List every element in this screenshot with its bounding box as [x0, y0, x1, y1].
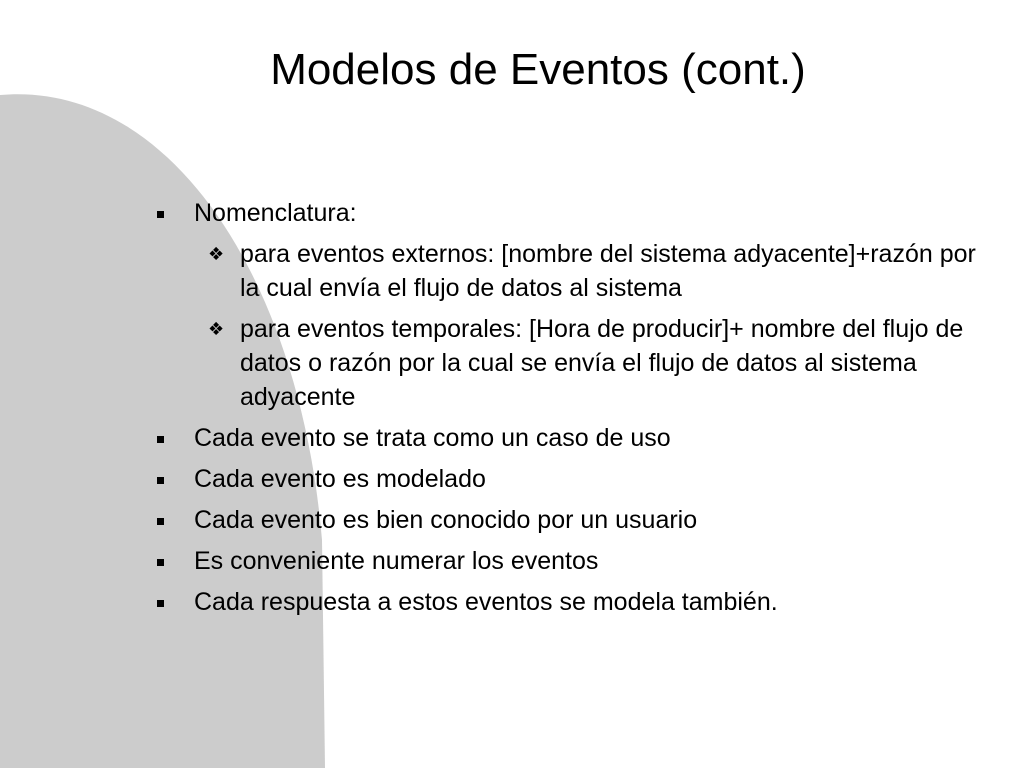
slide-title: Modelos de Eventos (cont.) [270, 45, 806, 94]
sub-bullet-item-external-events [150, 237, 990, 305]
sub-bullet-item-temporal-events [150, 312, 990, 414]
square-bullet-icon [157, 436, 164, 443]
slide-content [150, 196, 990, 626]
bullet-text: Cada evento se trata como un caso de uso [194, 424, 671, 452]
square-bullet-icon [157, 518, 164, 525]
sub-bullet-list [150, 237, 990, 414]
bullet-item-nomenclatura [150, 196, 990, 230]
bullet-item-numerar [150, 544, 990, 578]
bullet-item-conocido [150, 503, 990, 537]
bullet-text: Cada evento es modelado [194, 465, 486, 493]
bullet-text: Es conveniente numerar los eventos [194, 547, 599, 575]
square-bullet-icon [157, 600, 164, 607]
bullet-text: Nomenclatura: [194, 199, 357, 227]
bullet-item-caso-de-uso [150, 421, 990, 455]
diamond-bullet-icon: ❖ [208, 244, 225, 265]
bullet-item-respuesta [150, 585, 990, 619]
diamond-bullet-icon: ❖ [208, 319, 225, 340]
square-bullet-icon [157, 559, 164, 566]
square-bullet-icon [157, 211, 164, 218]
sub-bullet-text: para eventos temporales: [Hora de producir]+ nombre del flujo de datos o razón por la cual se envía el flujo de datos al sistema adyacente [240, 315, 964, 411]
bullet-text: Cada respuesta a estos eventos se modela también. [194, 588, 778, 616]
square-bullet-icon [157, 477, 164, 484]
sub-bullet-text: para eventos externos: [nombre del sistema adyacente]+razón por la cual envía el flujo de datos al sistema [240, 240, 976, 302]
bullet-text: Cada evento es bien conocido por un usuario [194, 506, 698, 534]
bullet-item-modelado [150, 462, 990, 496]
